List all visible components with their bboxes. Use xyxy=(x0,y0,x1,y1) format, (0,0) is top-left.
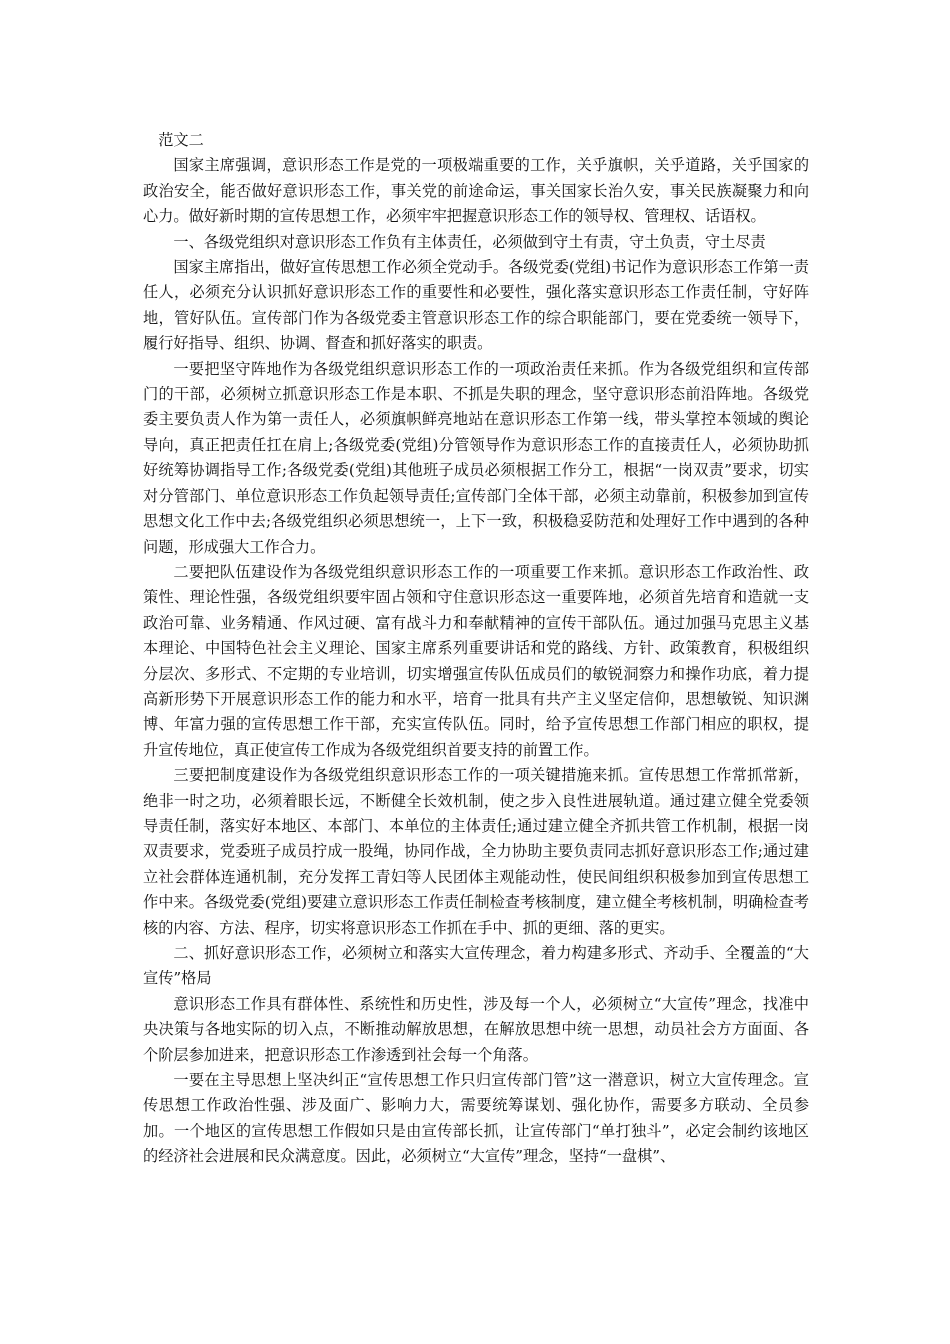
section-heading-1: 一、各级党组织对意识形态工作负有主体责任，必须做到守土有责，守土负责，守土尽责 xyxy=(173,232,766,251)
paragraph: 国家主席指出，做好宣传思想工作必须全党动手。各级党委(党组)书记作为意识形态工作第一责任人，必须充分认识抓好意识形态工作的重要性和必要性，强化落实意识形态工作责任制，守好阵地，管好队伍。宣传部门作为各级党委主管意识形态工作的综合职能部门，要在党委统一领导下，履行好指导、组织、协调、督查和抓好落实的职责。 xyxy=(143,258,809,353)
paragraph: 一要在主导思想上坚决纠正“宣传思想工作只归宣传部门管”这一潜意识，树立大宣传理念。宣传思想工作政治性强、涉及面广、影响力大，需要统筹谋划、强化协作，需要多方联动、全员参加。一个地区的宣传思想工作假如只是由宣传部长抓，让宣传部门“单打独斗”，必定会制约该地区的经济社会进展和民众满意度。因此，必须树立“大宣传”理念，坚持“一盘棋”、 xyxy=(143,1071,809,1166)
document-title: 范文二 xyxy=(158,131,204,149)
paragraph: 一要把坚守阵地作为各级党组织意识形态工作的一项政治责任来抓。作为各级党组织和宣传部门的干部，必须树立抓意识形态工作是本职、不抓是失职的理念，坚守意识形态前沿阵地。各级党委主要负责人作为第一责任人，必须旗帜鲜亮地站在意识形态工作第一线，带头掌控本领域的舆论导向，真正把责任扛在肩上;各级党委(党组)分管领导作为意识形态工作的直接责任人，必须协助抓好统筹协调指导工作;各级党委(党组)其他班子成员必须根据工作分工，根据“一岗双责”要求，切实对分管部门、单位意识形态工作负起领导责任;宣传部门全体干部，必须主动靠前，积极参加到宣传思想文化工作中去;各级党组织必须思想统一，上下一致，积极稳妥防范和处理好工作中遇到的各种问题，形成强大工作合力。 xyxy=(143,359,809,556)
paragraph-intro: 国家主席强调，意识形态工作是党的一项极端重要的工作，关乎旗帜，关乎道路，关乎国家的政治安全，能否做好意识形态工作，事关党的前途命运，事关国家长治久安，事关民族凝聚力和向心力。做好新时期的宣传思想工作，必须牢牢把握意识形态工作的领导权、管理权、话语权。 xyxy=(143,156,809,226)
paragraph: 二要把队伍建设作为各级党组织意识形态工作的一项重要工作来抓。意识形态工作政治性、政策性、理论性强，各级党组织要牢固占领和守住意识形态这一重要阵地，必须首先培育和造就一支政治可靠、业务精通、作风过硬、富有战斗力和奉献精神的宣传干部队伍。通过加强马克思主义基本理论、中国特色社会主义理论、国家主席系列重要讲话和党的路线、方针、政策教育，积极组织分层次、多形式、不定期的专业培训，切实增强宣传队伍成员们的敏锐洞察力和操作功底，着力提高新形势下开展意识形态工作的能力和水平，培育一批具有共产主义坚定信仰，思想敏锐、知识渊博、年富力强的宣传思想工作干部，充实宣传队伍。同时，给予宣传思想工作部门相应的职权，提升宣传地位，真正使宣传工作成为各级党组织首要支持的前置工作。 xyxy=(143,562,809,759)
section-heading-2: 二、抓好意识形态工作，必须树立和落实大宣传理念，着力构建多形式、齐动手、全覆盖的“大宣传”格局 xyxy=(143,944,809,988)
paragraph: 三要把制度建设作为各级党组织意识形态工作的一项关键措施来抓。宣传思想工作常抓常新，绝非一时之功，必须着眼长远，不断健全长效机制，使之步入良性进展轨道。通过建立健全党委领导责任制，落实好本地区、本部门、本单位的主体责任;通过建立健全齐抓共管工作机制，根据一岗双责要求，党委班子成员拧成一股绳，协同作战，全力协助主要负责同志抓好意识形态工作;通过建立社会群体连通机制，充分发挥工青妇等人民团体主观能动性，使民间组织积极参加到宣传思想工作中来。各级党委(党组)要建立意识形态工作责任制检查考核制度，建立健全考核机制，明确检查考核的内容、方法、程序，切实将意识形态工作抓在手中、抓的更细、落的更实。 xyxy=(143,766,809,937)
paragraph: 意识形态工作具有群体性、系统性和历史性，涉及每一个人，必须树立“大宣传”理念，找准中央决策与各地实际的切入点，不断推动解放思想，在解放思想中统一思想，动员社会方方面面、各个阶层参加进来，把意识形态工作渗透到社会每一个角落。 xyxy=(143,994,809,1064)
document-page xyxy=(143,128,809,1170)
